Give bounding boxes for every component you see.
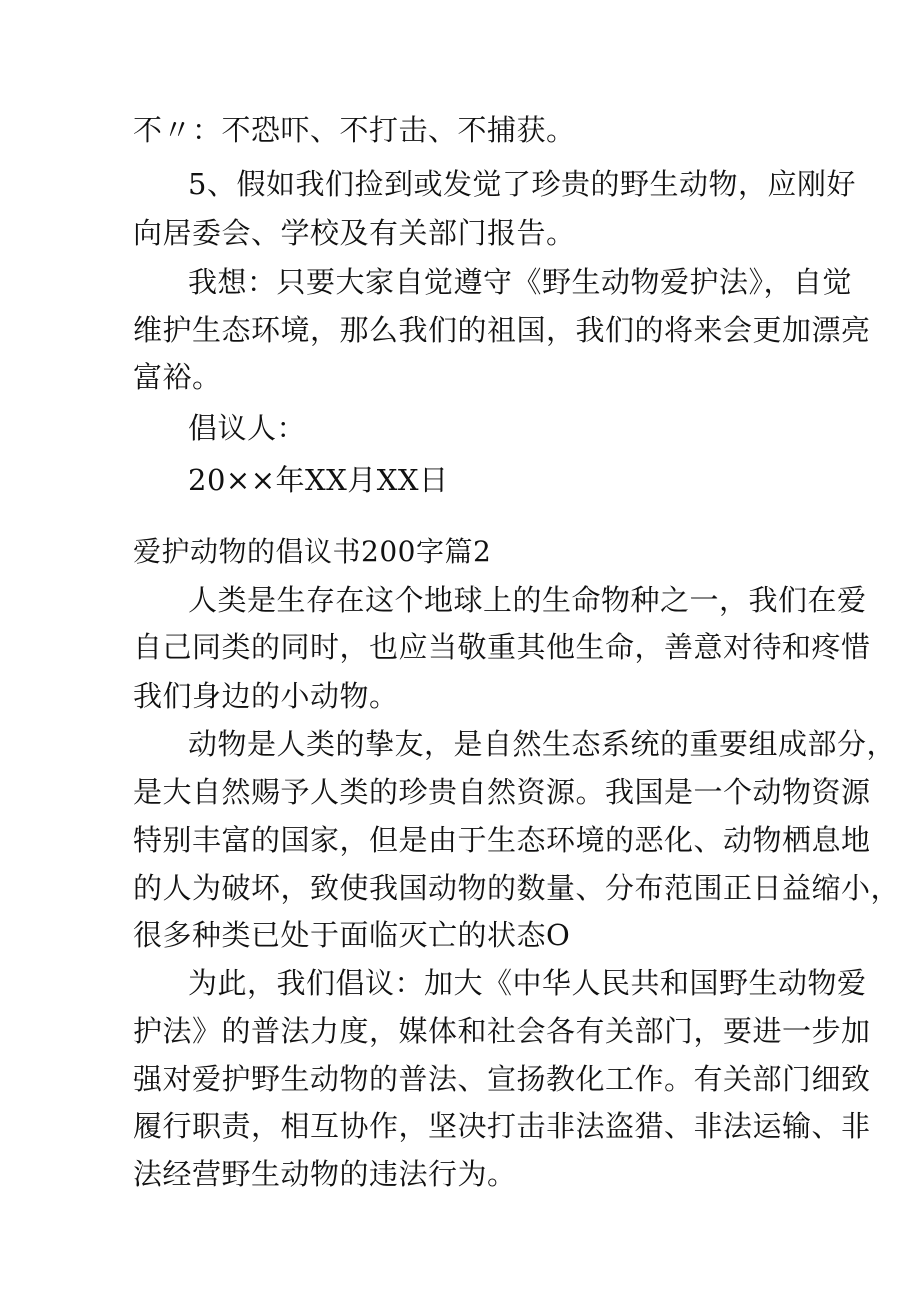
date-line: 20××年XX月XX日 — [188, 463, 449, 497]
signature-label: 倡议人： — [188, 411, 307, 445]
text-line: 不〃：不恐吓、不打击、不捕获。 — [133, 113, 576, 147]
text-line: 护法》的普法力度，媒体和社会各有关部门，要进一步加 — [133, 1014, 871, 1048]
text-line: 我们身边的小动物。 — [133, 679, 399, 713]
text-line: 法经营野生动物的违法行为。 — [133, 1157, 517, 1191]
text-line: 动物是人类的挚友，是自然生态系统的重要组成部分， — [188, 727, 897, 761]
text-line: 为此，我们倡议：加大《中华人民共和国野生动物爱 — [188, 966, 867, 1000]
text-line: 履行职责，相互协作，坚决打击非法盗猎、非法运输、非 — [133, 1109, 871, 1143]
text-line: 维护生态环境，那么我们的祖国，我们的将来会更加漂亮 — [133, 313, 871, 347]
section-heading: 爱护动物的倡议书200字篇2 — [133, 535, 492, 568]
text-line: 是大自然赐予人类的珍贵自然资源。我国是一个动物资源 — [133, 775, 871, 809]
text-line: 特别丰富的国家，但是由于生态环境的恶化、动物栖息地 — [133, 823, 871, 857]
text-line: 人类是生存在这个地球上的生命物种之一，我们在爱 — [188, 583, 867, 617]
text-line: 自己同类的同时，也应当敬重其他生命，善意对待和疼惜 — [133, 630, 871, 664]
text-line: 向居委会、学校及有关部门报告。 — [133, 216, 576, 250]
text-line: 我想：只要大家自觉遵守《野生动物爱护法》，自觉 — [188, 265, 853, 299]
text-line: 5、假如我们捡到或发觉了珍贵的野生动物，应刚好 — [188, 167, 856, 201]
text-line: 强对爱护野生动物的普法、宣扬教化工作。有关部门细致 — [133, 1062, 871, 1096]
text-line: 富裕。 — [133, 360, 222, 394]
text-line: 的人为破坏，致使我国动物的数量、分布范围正日益缩小， — [133, 871, 901, 905]
text-line: 很多种类已处于面临灭亡的状态O — [133, 918, 571, 952]
